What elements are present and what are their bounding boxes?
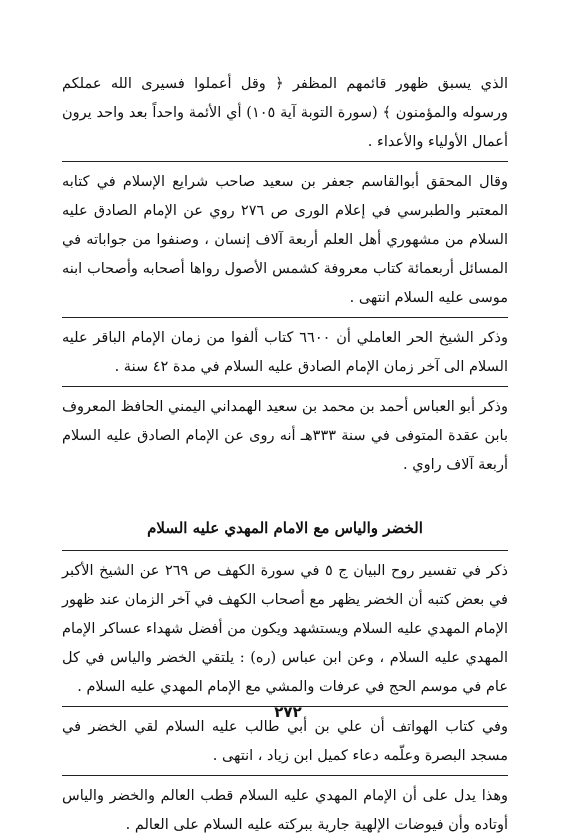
divider	[62, 386, 508, 387]
paragraph: وقال المحقق أبوالقاسم جعفر بن سعيد صاحب شرايع الإسلام في كتابه المعتبر والطبرسي في إعلام الورى ص ٢٧٦ روي عن الإمام الصادق عليه السلام من مشهوري أهل العلم أربعة آلاف إنسان ، وصنفوا من جواباته في المسائل أربعمائة كتاب معروفة كشمس الأصول رواها أصحابه وأصحاب ابنه موسى عليه السلام انتهى .	[62, 174, 508, 306]
section-heading: الخضر والياس مع الامام المهدي عليه السلام	[147, 519, 423, 537]
paragraph: وذكر الشيخ الحر العاملي أن ٦٦٠٠ كتاب ألفوا من زمان الإمام الباقر عليه السلام الى آخر زمان الإمام الصادق عليه السلام في مدة ٤٢ سنة .	[62, 330, 508, 375]
paragraph: ذكر في تفسير روح البيان ج ٥ في سورة الكهف ص ٢٦٩ عن الشيخ الأكبر في بعض كتبه أن الخضر يظهر مع أصحاب الكهف في آخر الزمان عند ظهور الإمام المهدي عليه السلام ويستشهد ويكون من أفضل شهداء عساكر الإمام المهدي عليه السلام ، وعن ابن عباس (ره) : يلتقي الخضر والياس في كل عام في موسم الحج في عرفات والمشي مع الإمام المهدي عليه السلام .	[62, 563, 509, 695]
divider	[62, 775, 508, 776]
paragraph: وهذا يدل على أن الإمام المهدي عليه السلام قطب العالم والخضر والياس أوتاده وأن فيوضات الإلهية جارية ببركته عليه السلام على العالم .	[62, 788, 508, 833]
paragraph: وذكر أبو العباس أحمد بن محمد بن سعيد الهمداني اليمني الحافظ المعروف بابن عقدة المتوفى في سنة ٣٣٣هـ أنه روى عن الإمام الصادق عليه السلام أربعة آلاف راوي .	[62, 399, 508, 473]
page-number: ٢٧٢	[274, 703, 302, 721]
paragraph: الذي يسبق ظهور قائمهم المظفر ﴿ وقل أعملوا فسيرى الله عملكم ورسوله والمؤمنون ﴾ (سورة التوبة آية ١٠٥) أي الأئمة واحداً بعد واحد يرون أعمال الأولياء والأعداء .	[62, 76, 509, 150]
divider	[62, 550, 508, 551]
page-body	[62, 70, 508, 840]
divider	[62, 161, 508, 162]
divider	[62, 317, 508, 318]
paragraph: وفي كتاب الهواتف أن علي بن أبي طالب عليه السلام لقي الخضر في مسجد البصرة وعلّمه دعاء كميل ابن زياد ، انتهى .	[62, 719, 508, 764]
